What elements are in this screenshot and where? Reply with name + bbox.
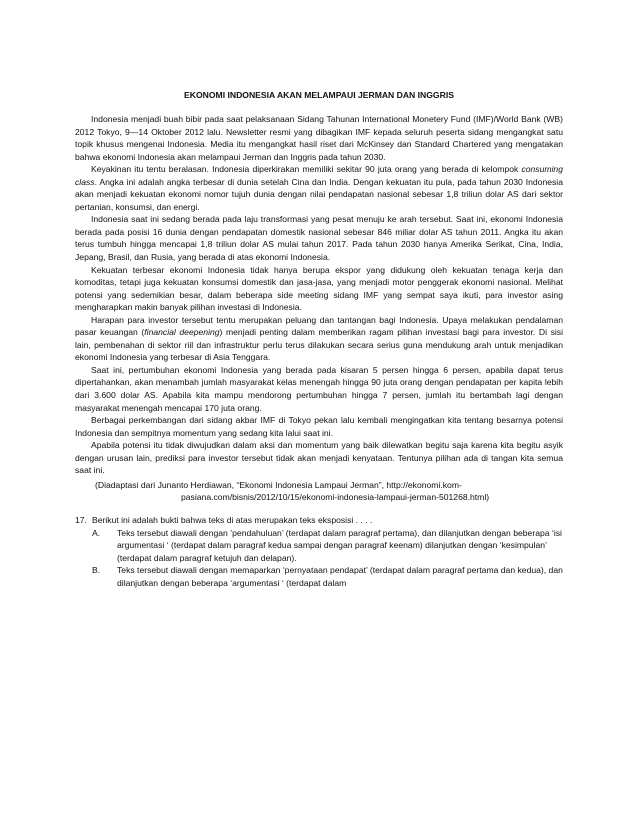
document-body [75, 90, 563, 589]
paragraph-3: Indonesia saat ini sedang berada pada laju transformasi yang pesat menuju ke arah tersebut. Saat ini, ekonomi Indonesia berada pada posisi 16 dunia dengan pendapatan domestik nasional sebesar 846 miliar dolar AS tahun 2011. Angka itu akan terus tumbuh hingga mencapai 1,8 triliun dolar AS mulai tahun 2017. Pada tahun 2030 hanya Amerika Serikat, Cina, India, Jepang, Brasil, dan Rusia, yang berada di atas ekonomi Indonesia. [75, 214, 563, 263]
source-line-2: pasiana.com/bisnis/2012/10/15/ekonomi-indonesia-lampaui-jerman-501268.html) [181, 492, 490, 503]
paragraph-8: Apabila potensi itu tidak diwujudkan dalam aksi dan momentum yang baik dilewatkan begitu saja karena kita begitu asyik dengan urusan lain, prediksi para investor tersebut tidak akan menjadi kenyataan. Tentunya pilihan ada di tangan kita semua saat ini. [75, 440, 563, 476]
source-citation [75, 479, 563, 504]
paragraph-5-start: Harapan para investor tersebut tentu merupakan peluang dan tantangan bagi Indonesia. Upaya melakukan pendalaman pasar keuangan ( [75, 314, 563, 338]
question-number: 17. [75, 514, 87, 525]
option-a [92, 527, 563, 565]
paragraph-2-end: . Angka ini adalah angka terbesar di dunia setelah Cina dan India. Dengan kekuatan itu pula, pada tahun 2030 Indonesia akan menjadi kekuatan ekonomi nomor tujuh dunia dengan nilai pendapatan nasional sebesar 1,8 triliun dolar AS dari sektor pertanian, konsumsi, dan energi. [75, 176, 563, 212]
article-title: EKONOMI INDONESIA AKAN MELAMPAUI JERMAN DAN INGGRIS [184, 90, 454, 100]
question-stem [75, 514, 563, 527]
source-line-1: (Diadaptasi dari Junanto Herdiawan, “Ekonomi Indonesia Lampaui Jerman”, http://ekonomi.kom- [95, 479, 462, 490]
paragraph-5-end: ) menjadi penting dalam memberikan ragam pilihan investasi bagi para investor. Di sisi lain, pembenahan di sektor riil dan infrastruktur perlu terus dilakukan secara serius guna mendukung arah untuk menjadikan ekonomi Indonesia yang terbesar di Asia Tenggara. [75, 327, 564, 363]
paragraph-4: Kekuatan terbesar ekonomi Indonesia tidak hanya berupa ekspor yang didukung oleh kekuatan tenaga kerja dan komoditas, tetapi juga kekuatan konsumsi domestik dan jasa-jasa, yang menjadi motor penggerak ekonomi nasional. Melihat potensi yang sedemikian besar, dalam beberapa side meeting sidang IMF yang sempat saya ikuti, para investor asing mengharapkan makin banyak pilihan investasi di Indonesia. [75, 264, 563, 313]
paragraph-1: Indonesia menjadi buah bibir pada saat pelaksanaan Sidang Tahunan International Monetery Fund (IMF)/World Bank (WB) 2012 Tokyo, 9—14 Oktober 2012 lalu. Newsletter resmi yang dibagikan IMF kepada seluruh peserta sidang mengangkat satu topik khusus mengenai Indonesia. Media itu mengangkat hasil riset dari McKinsey dan Standard Chartered yang mengatakan bahwa ekonomi Indonesia akan melampaui Jerman dan Inggris pada tahun 2030. [75, 114, 563, 162]
paragraph-5-italic: financial deepening [144, 327, 220, 338]
option-a-letter: A. [92, 527, 101, 538]
option-b [92, 564, 563, 589]
paragraph-7: Berbagai perkembangan dari sidang akbar IMF di Tokyo pekan lalu kembali mengingatkan kita tentang besarnya potensi Indonesia dan sempitnya momentum yang sedang kita lalui saat ini. [75, 415, 563, 438]
paragraph-2 [75, 163, 563, 213]
option-b-text: Teks tersebut diawali dengan memaparkan ‘pernyataan pendapat’ (terdapat dalam paragraf pertama dan kedua), dan dilanjutkan dengan beberapa ‘argumentasi ‘ (terdapat dalam [117, 565, 563, 588]
option-b-letter: B. [92, 565, 101, 576]
option-a-text: Teks tersebut diawali dengan ’pendahuluan’ (terdapat dalam paragraf pertama), dan dilanjutkan dengan beberapa ‘isi argumentasi ‘ (terdapat dalam paragraf kedua sampai dengan paragraf keenam) dilanjutkan dengan ‘kesimpulan’ (terdapat dalam paragraf ketujuh dan delapan). [117, 527, 562, 563]
paragraph-2-italic: consuming class [75, 164, 563, 187]
question-17 [75, 514, 563, 589]
question-text: Berikut ini adalah bukti bahwa teks di atas merupakan teks eksposisi . . . . [92, 514, 373, 525]
paragraph-5 [75, 314, 563, 364]
paragraph-2-start: Keyakinan itu tentu beralasan. Indonesia diperkirakan memiliki sekitar 90 juta orang yang berada di kelompok [91, 164, 522, 175]
paragraph-6: Saat ini, pertumbuhan ekonomi Indonesia yang berada pada kisaran 5 persen hingga 6 persen, apabila dapat terus dipertahankan, akan menambah jumlah masyarakat kelas menengah hingga 90 juta orang dengan pendapatan per kapita lebih dari 3.600 dolar AS. Apabila kita mampu mendorong pertumbuhan hingga 7 persen, jumlah itu bertambah lagi dengan masyarakat menengah mencapai 170 juta orang. [75, 364, 563, 413]
